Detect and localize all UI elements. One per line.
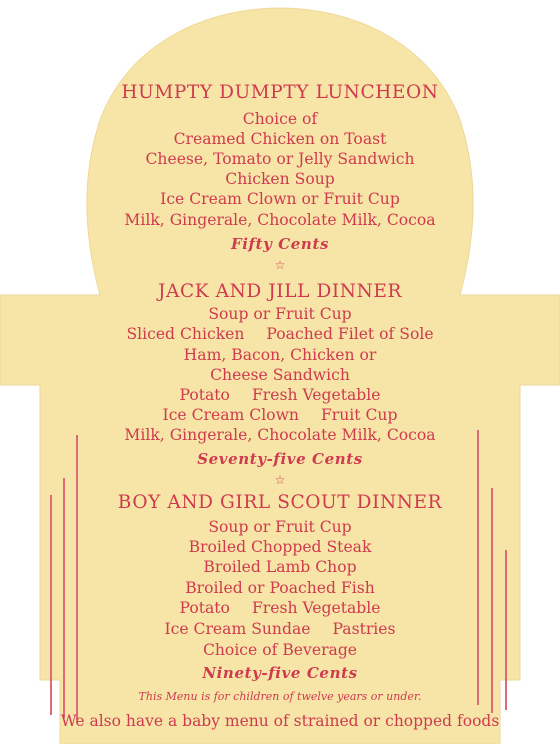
menu-item-part: Poached Filet of Sole: [266, 325, 434, 343]
price-label: Seventy-five Cents: [197, 450, 363, 468]
menu-item-part: Ice Cream Sundae: [164, 620, 311, 638]
menu-item: Broiled or Poached Fish: [185, 579, 375, 597]
menu-item-part: Fresh Vegetable: [251, 599, 381, 617]
menu-item: Broiled Chopped Steak: [188, 538, 372, 556]
section-title: JACK AND JILL DINNER: [157, 281, 403, 302]
menu-item: Ham, Bacon, Chicken or: [183, 346, 377, 364]
menu-item: [0, 406, 560, 424]
menu-item-part: Sliced Chicken: [126, 325, 245, 343]
rule-left-2: [63, 478, 65, 718]
menu-item-part: Potato: [179, 386, 230, 404]
menu-item: Choice of: [242, 110, 318, 128]
baby-menu-footer: We also have a baby menu of strained or chopped foods: [60, 712, 500, 730]
menu-item: Cheese Sandwich: [210, 366, 350, 384]
menu-item-part: Pastries: [332, 620, 396, 638]
price-label: Ninety-five Cents: [202, 664, 358, 682]
menu-item: Broiled Lamb Chop: [203, 558, 357, 576]
menu-item: [0, 599, 560, 617]
age-note: This Menu is for children of twelve years or under.: [138, 690, 422, 703]
menu-item: Ice Cream Clown or Fruit Cup: [160, 190, 400, 208]
menu-item: Cheese, Tomato or Jelly Sandwich: [145, 150, 415, 168]
menu-item: Soup or Fruit Cup: [208, 518, 352, 536]
section-title: BOY AND GIRL SCOUT DINNER: [117, 492, 443, 513]
menu-item: Choice of Beverage: [202, 641, 358, 659]
menu-item-part: Fruit Cup: [320, 406, 398, 424]
menu-item-part: Fresh Vegetable: [251, 386, 381, 404]
menu-item: [0, 325, 560, 343]
menu-item: Milk, Gingerale, Chocolate Milk, Cocoa: [124, 426, 436, 444]
menu-item: [0, 386, 560, 404]
menu-item: Creamed Chicken on Toast: [173, 130, 387, 148]
section-title: HUMPTY DUMPTY LUNCHEON: [121, 82, 439, 103]
star-separator: ☆: [274, 258, 286, 272]
star-separator: ☆: [274, 473, 286, 487]
menu-item-part: Potato: [179, 599, 230, 617]
price-label: Fifty Cents: [230, 235, 330, 253]
menu-item: Milk, Gingerale, Chocolate Milk, Cocoa: [124, 211, 436, 229]
menu-item: [0, 620, 560, 638]
menu-item-part: Ice Cream Clown: [162, 406, 299, 424]
menu-item: Chicken Soup: [225, 170, 335, 188]
menu-item: Soup or Fruit Cup: [208, 305, 352, 323]
